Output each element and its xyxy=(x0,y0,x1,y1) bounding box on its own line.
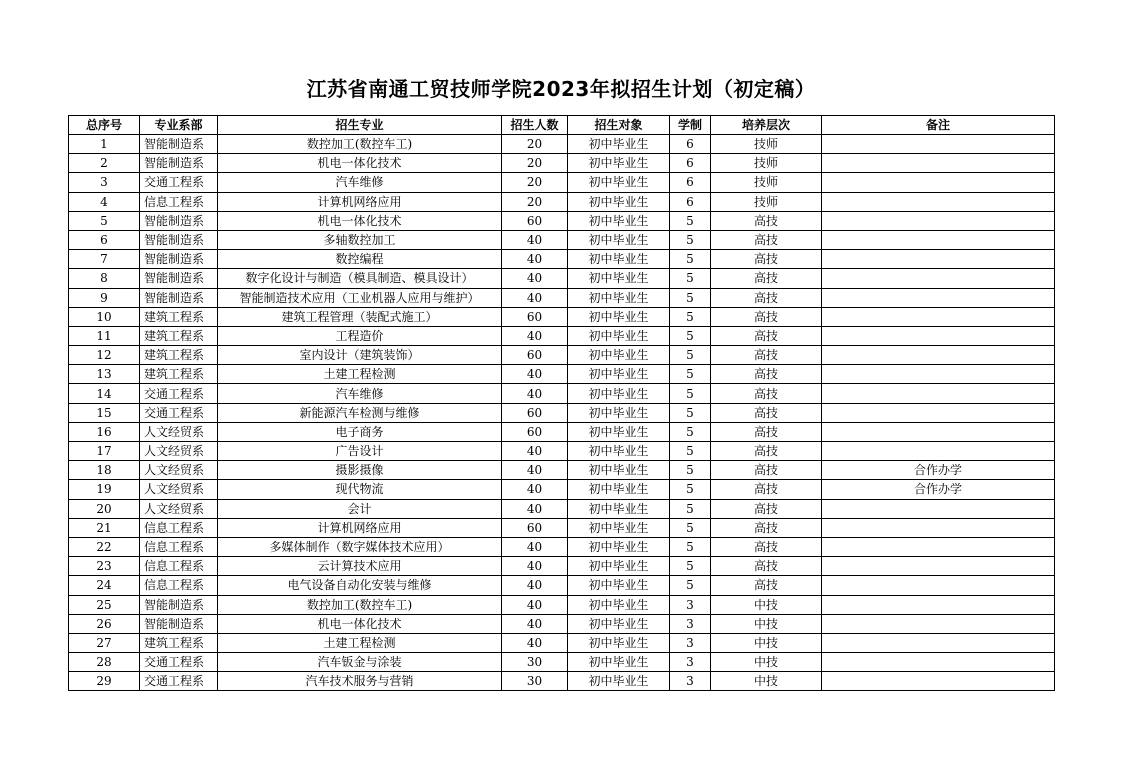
table-row xyxy=(69,403,1055,422)
cell-remarks xyxy=(822,346,1055,365)
cell-serial: 5 xyxy=(69,211,140,230)
cell-enrollment-count: 40 xyxy=(502,326,568,345)
cell-duration: 6 xyxy=(670,173,711,192)
cell-enrollment-count: 40 xyxy=(502,576,568,595)
table-row xyxy=(69,250,1055,269)
cell-target: 初中毕业生 xyxy=(568,326,670,345)
cell-duration: 5 xyxy=(670,230,711,249)
cell-major: 数控编程 xyxy=(218,250,502,269)
cell-enrollment-count: 40 xyxy=(502,633,568,652)
cell-duration: 5 xyxy=(670,403,711,422)
table-row xyxy=(69,173,1055,192)
cell-major: 室内设计（建筑装饰） xyxy=(218,346,502,365)
cell-major: 多媒体制作（数字媒体技术应用） xyxy=(218,537,502,556)
cell-major: 建筑工程管理（装配式施工） xyxy=(218,307,502,326)
cell-serial: 2 xyxy=(69,154,140,173)
cell-level: 高技 xyxy=(711,211,822,230)
cell-enrollment-count: 60 xyxy=(502,346,568,365)
cell-serial: 11 xyxy=(69,326,140,345)
cell-serial: 22 xyxy=(69,537,140,556)
cell-remarks xyxy=(822,365,1055,384)
cell-duration: 5 xyxy=(670,326,711,345)
table-body xyxy=(69,135,1055,691)
cell-level: 高技 xyxy=(711,518,822,537)
cell-enrollment-count: 40 xyxy=(502,614,568,633)
cell-level: 高技 xyxy=(711,422,822,441)
cell-duration: 5 xyxy=(670,480,711,499)
cell-department: 交通工程系 xyxy=(140,653,218,672)
cell-duration: 5 xyxy=(670,211,711,230)
cell-major: 现代物流 xyxy=(218,480,502,499)
cell-department: 人文经贸系 xyxy=(140,461,218,480)
cell-serial: 28 xyxy=(69,653,140,672)
cell-level: 技师 xyxy=(711,154,822,173)
cell-enrollment-count: 40 xyxy=(502,365,568,384)
table-row xyxy=(69,211,1055,230)
cell-level: 高技 xyxy=(711,384,822,403)
cell-target: 初中毕业生 xyxy=(568,346,670,365)
cell-major: 广告设计 xyxy=(218,442,502,461)
cell-enrollment-count: 40 xyxy=(502,384,568,403)
cell-department: 智能制造系 xyxy=(140,595,218,614)
cell-serial: 29 xyxy=(69,672,140,691)
cell-level: 高技 xyxy=(711,480,822,499)
table-row xyxy=(69,365,1055,384)
cell-serial: 8 xyxy=(69,269,140,288)
cell-major: 汽车技术服务与营销 xyxy=(218,672,502,691)
table-row xyxy=(69,346,1055,365)
cell-duration: 5 xyxy=(670,422,711,441)
table-row xyxy=(69,442,1055,461)
cell-department: 智能制造系 xyxy=(140,288,218,307)
cell-target: 初中毕业生 xyxy=(568,269,670,288)
cell-remarks xyxy=(822,422,1055,441)
cell-remarks xyxy=(822,307,1055,326)
cell-enrollment-count: 30 xyxy=(502,653,568,672)
cell-level: 高技 xyxy=(711,288,822,307)
cell-enrollment-count: 40 xyxy=(502,269,568,288)
cell-department: 人文经贸系 xyxy=(140,499,218,518)
cell-major: 机电一体化技术 xyxy=(218,211,502,230)
cell-department: 人文经贸系 xyxy=(140,480,218,499)
cell-target: 初中毕业生 xyxy=(568,480,670,499)
cell-remarks xyxy=(822,211,1055,230)
cell-enrollment-count: 60 xyxy=(502,422,568,441)
cell-target: 初中毕业生 xyxy=(568,384,670,403)
cell-target: 初中毕业生 xyxy=(568,403,670,422)
cell-target: 初中毕业生 xyxy=(568,135,670,154)
cell-enrollment-count: 20 xyxy=(502,154,568,173)
cell-duration: 5 xyxy=(670,346,711,365)
cell-remarks xyxy=(822,595,1055,614)
cell-level: 高技 xyxy=(711,499,822,518)
table-row xyxy=(69,135,1055,154)
cell-duration: 6 xyxy=(670,135,711,154)
cell-department: 信息工程系 xyxy=(140,518,218,537)
cell-target: 初中毕业生 xyxy=(568,518,670,537)
cell-department: 信息工程系 xyxy=(140,557,218,576)
cell-target: 初中毕业生 xyxy=(568,461,670,480)
table-row xyxy=(69,518,1055,537)
cell-remarks xyxy=(822,557,1055,576)
cell-major: 工程造价 xyxy=(218,326,502,345)
cell-level: 高技 xyxy=(711,442,822,461)
table-row xyxy=(69,672,1055,691)
cell-duration: 5 xyxy=(670,537,711,556)
cell-serial: 4 xyxy=(69,192,140,211)
cell-major: 数控加工(数控车工) xyxy=(218,595,502,614)
cell-major: 土建工程检测 xyxy=(218,365,502,384)
cell-serial: 7 xyxy=(69,250,140,269)
cell-level: 高技 xyxy=(711,365,822,384)
table-row xyxy=(69,480,1055,499)
cell-department: 智能制造系 xyxy=(140,269,218,288)
cell-duration: 3 xyxy=(670,614,711,633)
cell-serial: 20 xyxy=(69,499,140,518)
cell-enrollment-count: 40 xyxy=(502,288,568,307)
cell-level: 高技 xyxy=(711,461,822,480)
table-row xyxy=(69,269,1055,288)
cell-target: 初中毕业生 xyxy=(568,422,670,441)
cell-level: 高技 xyxy=(711,403,822,422)
cell-remarks xyxy=(822,499,1055,518)
cell-serial: 13 xyxy=(69,365,140,384)
cell-enrollment-count: 20 xyxy=(502,135,568,154)
cell-remarks xyxy=(822,135,1055,154)
cell-enrollment-count: 20 xyxy=(502,173,568,192)
cell-level: 技师 xyxy=(711,135,822,154)
cell-enrollment-count: 40 xyxy=(502,480,568,499)
cell-major: 云计算技术应用 xyxy=(218,557,502,576)
cell-target: 初中毕业生 xyxy=(568,614,670,633)
cell-remarks xyxy=(822,192,1055,211)
table-header-row xyxy=(69,116,1055,135)
cell-serial: 25 xyxy=(69,595,140,614)
cell-target: 初中毕业生 xyxy=(568,595,670,614)
cell-target: 初中毕业生 xyxy=(568,557,670,576)
header-department: 专业系部 xyxy=(140,116,218,135)
cell-major: 汽车维修 xyxy=(218,173,502,192)
cell-serial: 12 xyxy=(69,346,140,365)
cell-enrollment-count: 40 xyxy=(502,557,568,576)
cell-level: 高技 xyxy=(711,250,822,269)
table-row xyxy=(69,461,1055,480)
cell-duration: 5 xyxy=(670,499,711,518)
cell-duration: 5 xyxy=(670,576,711,595)
cell-duration: 5 xyxy=(670,442,711,461)
cell-major: 电子商务 xyxy=(218,422,502,441)
cell-remarks xyxy=(822,154,1055,173)
cell-target: 初中毕业生 xyxy=(568,173,670,192)
cell-duration: 5 xyxy=(670,557,711,576)
cell-duration: 5 xyxy=(670,288,711,307)
cell-duration: 5 xyxy=(670,250,711,269)
cell-remarks xyxy=(822,173,1055,192)
cell-enrollment-count: 60 xyxy=(502,518,568,537)
cell-department: 智能制造系 xyxy=(140,211,218,230)
cell-target: 初中毕业生 xyxy=(568,154,670,173)
cell-serial: 1 xyxy=(69,135,140,154)
cell-level: 高技 xyxy=(711,307,822,326)
cell-remarks xyxy=(822,269,1055,288)
cell-duration: 6 xyxy=(670,154,711,173)
table-row xyxy=(69,288,1055,307)
cell-major: 机电一体化技术 xyxy=(218,154,502,173)
cell-major: 机电一体化技术 xyxy=(218,614,502,633)
cell-level: 中技 xyxy=(711,595,822,614)
cell-level: 高技 xyxy=(711,326,822,345)
cell-enrollment-count: 40 xyxy=(502,499,568,518)
table-row xyxy=(69,576,1055,595)
cell-serial: 17 xyxy=(69,442,140,461)
cell-remarks: 合作办学 xyxy=(822,461,1055,480)
cell-department: 人文经贸系 xyxy=(140,442,218,461)
cell-remarks xyxy=(822,518,1055,537)
cell-target: 初中毕业生 xyxy=(568,537,670,556)
cell-serial: 15 xyxy=(69,403,140,422)
table-row xyxy=(69,614,1055,633)
cell-level: 中技 xyxy=(711,633,822,652)
table-row xyxy=(69,326,1055,345)
cell-level: 高技 xyxy=(711,557,822,576)
cell-level: 技师 xyxy=(711,192,822,211)
header-duration: 学制 xyxy=(670,116,711,135)
cell-remarks xyxy=(822,250,1055,269)
cell-remarks xyxy=(822,403,1055,422)
cell-department: 智能制造系 xyxy=(140,230,218,249)
cell-serial: 23 xyxy=(69,557,140,576)
cell-target: 初中毕业生 xyxy=(568,211,670,230)
cell-department: 信息工程系 xyxy=(140,192,218,211)
cell-department: 建筑工程系 xyxy=(140,346,218,365)
cell-enrollment-count: 40 xyxy=(502,442,568,461)
cell-level: 高技 xyxy=(711,230,822,249)
table-row xyxy=(69,633,1055,652)
cell-target: 初中毕业生 xyxy=(568,653,670,672)
cell-duration: 3 xyxy=(670,595,711,614)
cell-target: 初中毕业生 xyxy=(568,365,670,384)
cell-duration: 6 xyxy=(670,192,711,211)
cell-target: 初中毕业生 xyxy=(568,576,670,595)
cell-enrollment-count: 60 xyxy=(502,211,568,230)
cell-major: 计算机网络应用 xyxy=(218,518,502,537)
cell-target: 初中毕业生 xyxy=(568,307,670,326)
table-row xyxy=(69,537,1055,556)
cell-level: 中技 xyxy=(711,653,822,672)
cell-target: 初中毕业生 xyxy=(568,633,670,652)
cell-department: 智能制造系 xyxy=(140,135,218,154)
cell-serial: 18 xyxy=(69,461,140,480)
cell-department: 人文经贸系 xyxy=(140,422,218,441)
cell-serial: 10 xyxy=(69,307,140,326)
cell-major: 新能源汽车检测与维修 xyxy=(218,403,502,422)
table-row xyxy=(69,653,1055,672)
cell-department: 交通工程系 xyxy=(140,173,218,192)
cell-serial: 26 xyxy=(69,614,140,633)
cell-level: 高技 xyxy=(711,537,822,556)
cell-department: 建筑工程系 xyxy=(140,307,218,326)
table-row xyxy=(69,422,1055,441)
cell-enrollment-count: 20 xyxy=(502,192,568,211)
cell-serial: 27 xyxy=(69,633,140,652)
cell-enrollment-count: 60 xyxy=(502,403,568,422)
cell-level: 中技 xyxy=(711,672,822,691)
cell-remarks xyxy=(822,614,1055,633)
cell-enrollment-count: 30 xyxy=(502,672,568,691)
cell-remarks xyxy=(822,633,1055,652)
page-title: 江苏省南通工贸技师学院2023年拟招生计划（初定稿） xyxy=(306,77,816,101)
cell-target: 初中毕业生 xyxy=(568,442,670,461)
cell-target: 初中毕业生 xyxy=(568,499,670,518)
header-target: 招生对象 xyxy=(568,116,670,135)
cell-target: 初中毕业生 xyxy=(568,230,670,249)
cell-remarks xyxy=(822,442,1055,461)
cell-level: 高技 xyxy=(711,346,822,365)
cell-serial: 9 xyxy=(69,288,140,307)
cell-enrollment-count: 40 xyxy=(502,595,568,614)
cell-serial: 24 xyxy=(69,576,140,595)
cell-department: 智能制造系 xyxy=(140,614,218,633)
header-enrollment-count: 招生人数 xyxy=(502,116,568,135)
cell-level: 中技 xyxy=(711,614,822,633)
cell-remarks xyxy=(822,326,1055,345)
cell-duration: 5 xyxy=(670,461,711,480)
cell-target: 初中毕业生 xyxy=(568,288,670,307)
cell-duration: 5 xyxy=(670,384,711,403)
header-level: 培养层次 xyxy=(711,116,822,135)
cell-remarks xyxy=(822,672,1055,691)
cell-department: 建筑工程系 xyxy=(140,326,218,345)
cell-duration: 5 xyxy=(670,269,711,288)
cell-remarks xyxy=(822,537,1055,556)
cell-remarks xyxy=(822,384,1055,403)
table-row xyxy=(69,192,1055,211)
cell-target: 初中毕业生 xyxy=(568,250,670,269)
cell-duration: 3 xyxy=(670,653,711,672)
enrollment-plan-table xyxy=(68,115,1055,691)
cell-target: 初中毕业生 xyxy=(568,192,670,211)
cell-level: 高技 xyxy=(711,269,822,288)
cell-department: 智能制造系 xyxy=(140,250,218,269)
cell-serial: 14 xyxy=(69,384,140,403)
cell-major: 会计 xyxy=(218,499,502,518)
cell-department: 建筑工程系 xyxy=(140,365,218,384)
cell-serial: 19 xyxy=(69,480,140,499)
cell-enrollment-count: 40 xyxy=(502,461,568,480)
cell-serial: 16 xyxy=(69,422,140,441)
cell-major: 汽车钣金与涂装 xyxy=(218,653,502,672)
cell-major: 电气设备自动化安装与维修 xyxy=(218,576,502,595)
cell-major: 数控加工(数控车工) xyxy=(218,135,502,154)
cell-major: 土建工程检测 xyxy=(218,633,502,652)
table-row xyxy=(69,384,1055,403)
header-remarks: 备注 xyxy=(822,116,1055,135)
cell-department: 信息工程系 xyxy=(140,537,218,556)
cell-department: 智能制造系 xyxy=(140,154,218,173)
cell-department: 交通工程系 xyxy=(140,403,218,422)
cell-duration: 3 xyxy=(670,672,711,691)
cell-enrollment-count: 40 xyxy=(502,537,568,556)
cell-major: 智能制造技术应用（工业机器人应用与维护） xyxy=(218,288,502,307)
cell-major: 汽车维修 xyxy=(218,384,502,403)
cell-serial: 6 xyxy=(69,230,140,249)
cell-major: 多轴数控加工 xyxy=(218,230,502,249)
table-row xyxy=(69,154,1055,173)
cell-remarks xyxy=(822,288,1055,307)
cell-major: 数字化设计与制造（模具制造、模具设计） xyxy=(218,269,502,288)
cell-remarks xyxy=(822,653,1055,672)
cell-department: 建筑工程系 xyxy=(140,633,218,652)
cell-department: 交通工程系 xyxy=(140,672,218,691)
table-row xyxy=(69,230,1055,249)
cell-target: 初中毕业生 xyxy=(568,672,670,691)
cell-remarks: 合作办学 xyxy=(822,480,1055,499)
cell-major: 计算机网络应用 xyxy=(218,192,502,211)
header-major: 招生专业 xyxy=(218,116,502,135)
table-row xyxy=(69,557,1055,576)
cell-remarks xyxy=(822,576,1055,595)
cell-department: 交通工程系 xyxy=(140,384,218,403)
cell-level: 技师 xyxy=(711,173,822,192)
cell-serial: 3 xyxy=(69,173,140,192)
cell-duration: 5 xyxy=(670,307,711,326)
cell-remarks xyxy=(822,230,1055,249)
cell-major: 摄影摄像 xyxy=(218,461,502,480)
cell-duration: 5 xyxy=(670,518,711,537)
cell-enrollment-count: 60 xyxy=(502,307,568,326)
cell-duration: 3 xyxy=(670,633,711,652)
cell-serial: 21 xyxy=(69,518,140,537)
cell-enrollment-count: 40 xyxy=(502,250,568,269)
table-row xyxy=(69,307,1055,326)
table-row xyxy=(69,595,1055,614)
cell-department: 信息工程系 xyxy=(140,576,218,595)
table-row xyxy=(69,499,1055,518)
cell-duration: 5 xyxy=(670,365,711,384)
cell-level: 高技 xyxy=(711,576,822,595)
cell-enrollment-count: 40 xyxy=(502,230,568,249)
header-serial: 总序号 xyxy=(69,116,140,135)
